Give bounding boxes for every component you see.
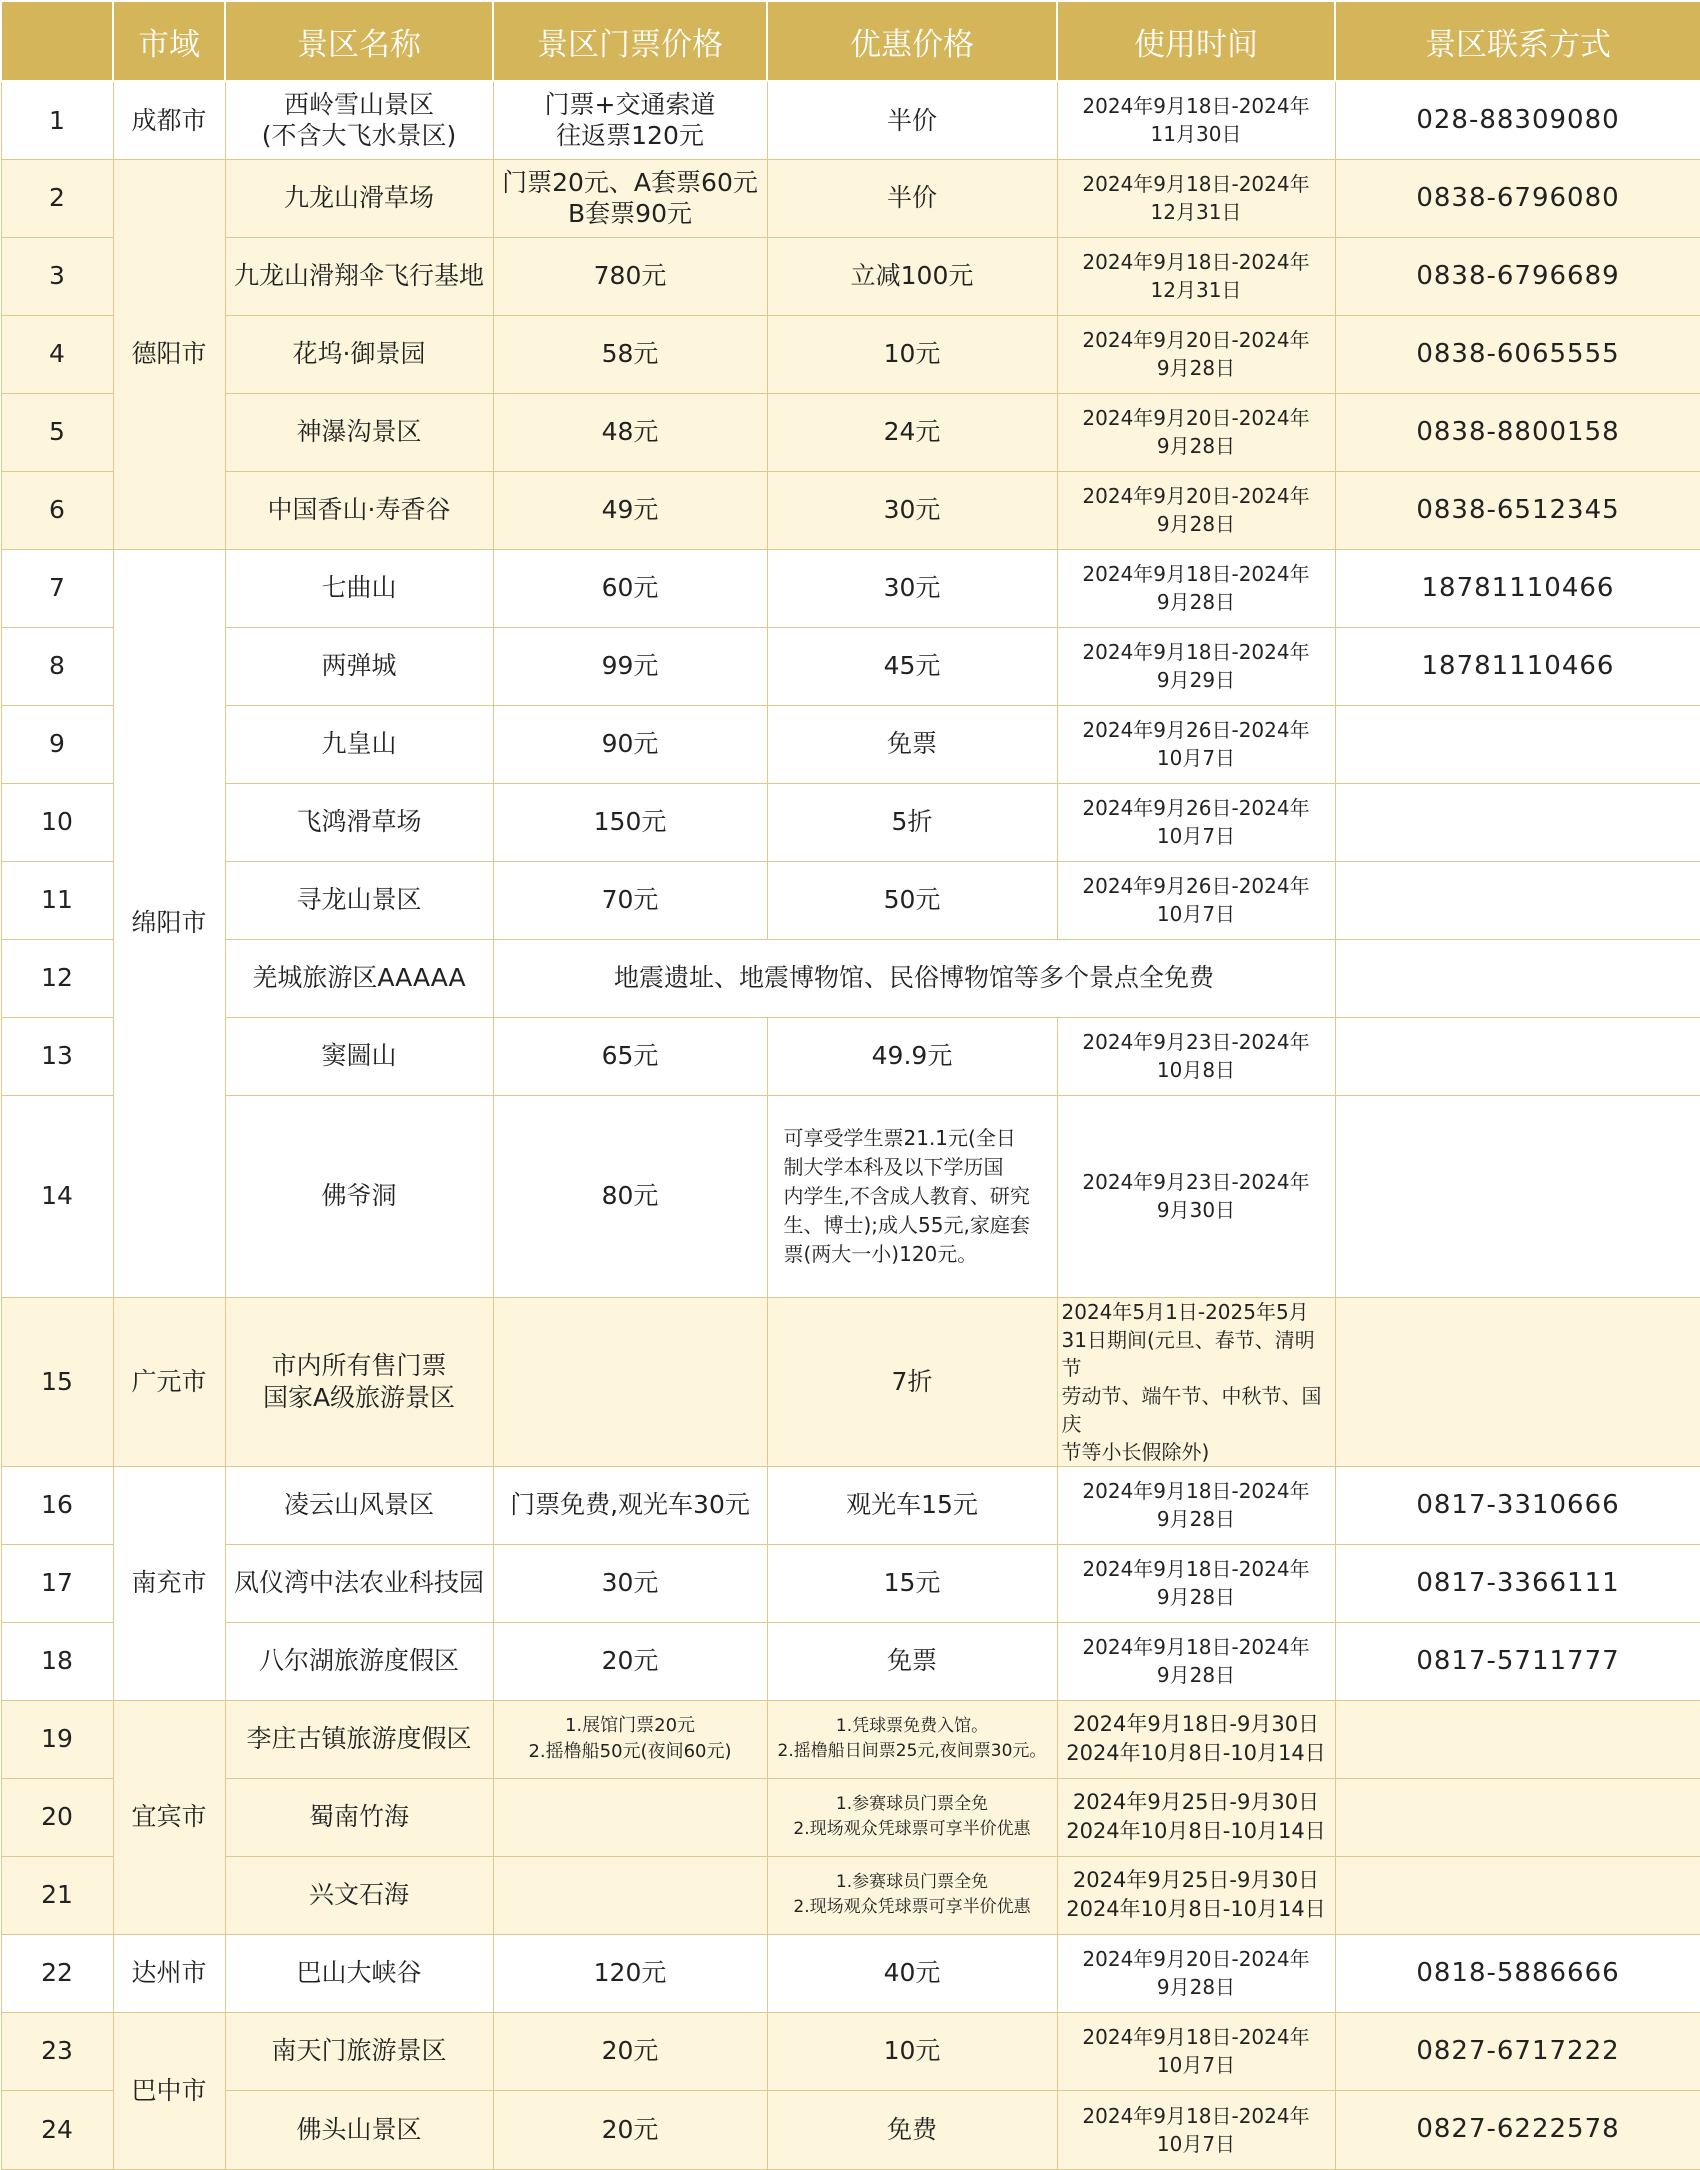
row-number: 15 [1,1297,113,1466]
scenic-name: 凤仪湾中法农业科技园 [225,1544,493,1622]
row-number: 4 [1,315,113,393]
city-cell: 南充市 [113,1466,225,1700]
scenic-name: 李庄古镇旅游度假区 [225,1700,493,1778]
row-number: 18 [1,1622,113,1700]
ticket-price: 20元 [493,2090,767,2169]
header-price: 景区门票价格 [493,1,767,81]
scenic-name: 九皇山 [225,705,493,783]
valid-time: 2024年9月18日-2024年 10月7日 [1057,2090,1335,2169]
contact-phone [1335,1095,1700,1297]
valid-time: 2024年9月18日-2024年 9月29日 [1057,627,1335,705]
row-number: 24 [1,2090,113,2169]
valid-time: 2024年5月1日-2025年5月 31日期间(元旦、春节、清明节 劳动节、端午节、中秋节、国庆 节等小长假除外) [1057,1297,1335,1466]
row-number: 17 [1,1544,113,1622]
contact-phone [1335,861,1700,939]
scenic-name: 九龙山滑草场 [225,159,493,237]
ticket-price: 65元 [493,1017,767,1095]
table-row [1,783,1700,861]
discount-price: 30元 [767,471,1057,549]
header-contact: 景区联系方式 [1335,1,1700,81]
city-cell: 巴中市 [113,2012,225,2169]
merged-benefit-cell: 地震遗址、地震博物馆、民俗博物馆等多个景点全免费 [493,939,1335,1017]
discount-price: 24元 [767,393,1057,471]
table-row [1,2012,1700,2090]
row-number: 10 [1,783,113,861]
scenic-name: 佛爷洞 [225,1095,493,1297]
discount-price: 10元 [767,2012,1057,2090]
contact-phone [1335,939,1700,1017]
scenic-name: 神瀑沟景区 [225,393,493,471]
ticket-price: 58元 [493,315,767,393]
valid-time: 2024年9月18日-2024年 9月28日 [1057,1544,1335,1622]
ticket-price: 80元 [493,1095,767,1297]
valid-time: 2024年9月18日-2024年 9月28日 [1057,1622,1335,1700]
valid-time: 2024年9月18日-2024年 12月31日 [1057,159,1335,237]
discount-price: 5折 [767,783,1057,861]
table-row [1,1934,1700,2012]
row-number: 3 [1,237,113,315]
discount-price: 观光车15元 [767,1466,1057,1544]
discount-price: 免票 [767,1622,1057,1700]
table-row [1,159,1700,237]
contact-phone: 0838-8800158 [1335,393,1700,471]
table-row [1,1466,1700,1544]
contact-phone: 0838-6512345 [1335,471,1700,549]
table-row [1,81,1700,159]
row-number: 14 [1,1095,113,1297]
discount-price: 免费 [767,2090,1057,2169]
discount-price: 半价 [767,159,1057,237]
valid-time: 2024年9月23日-2024年 10月8日 [1057,1017,1335,1095]
scenic-name: 南天门旅游景区 [225,2012,493,2090]
discount-price: 1.参赛球员门票全免 2.现场观众凭球票可享半价优惠 [767,1856,1057,1934]
contact-phone: 18781110466 [1335,549,1700,627]
valid-time: 2024年9月26日-2024年 10月7日 [1057,705,1335,783]
contact-phone: 0827-6222578 [1335,2090,1700,2169]
table-row [1,1778,1700,1856]
table-row [1,549,1700,627]
contact-phone [1335,1856,1700,1934]
scenic-name: 花坞·御景园 [225,315,493,393]
discount-price: 30元 [767,549,1057,627]
ticket-price: 120元 [493,1934,767,2012]
table-row [1,861,1700,939]
scenic-name: 窦圌山 [225,1017,493,1095]
table-row [1,1297,1700,1466]
table-row [1,705,1700,783]
discount-price: 可享受学生票21.1元(全日 制大学本科及以下学历国 内学生,不含成人教育、研究 生、博士);成人55元,家庭套 票(两大一小)120元。 [767,1095,1057,1297]
valid-time: 2024年9月20日-2024年 9月28日 [1057,315,1335,393]
contact-phone: 0817-5711777 [1335,1622,1700,1700]
contact-phone [1335,783,1700,861]
table-row [1,1095,1700,1297]
discount-price: 50元 [767,861,1057,939]
city-cell: 宜宾市 [113,1700,225,1934]
row-number: 7 [1,549,113,627]
discount-price: 45元 [767,627,1057,705]
contact-phone: 0827-6717222 [1335,2012,1700,2090]
row-number: 12 [1,939,113,1017]
valid-time: 2024年9月20日-2024年 9月28日 [1057,393,1335,471]
discount-price: 立减100元 [767,237,1057,315]
contact-phone [1335,1017,1700,1095]
ticket-price: 99元 [493,627,767,705]
discount-price: 1.凭球票免费入馆。 2.摇橹船日间票25元,夜间票30元。 [767,1700,1057,1778]
scenic-name: 羌城旅游区AAAAA [225,939,493,1017]
city-cell: 广元市 [113,1297,225,1466]
table-row [1,627,1700,705]
table-row [1,1544,1700,1622]
row-number: 16 [1,1466,113,1544]
scenic-name: 八尔湖旅游度假区 [225,1622,493,1700]
valid-time: 2024年9月18日-2024年 9月28日 [1057,549,1335,627]
valid-time: 2024年9月25日-9月30日 2024年10月8日-10月14日 [1057,1856,1335,1934]
valid-time: 2024年9月26日-2024年 10月7日 [1057,783,1335,861]
row-number: 19 [1,1700,113,1778]
ticket-price: 30元 [493,1544,767,1622]
contact-phone [1335,1700,1700,1778]
scenic-name: 飞鸿滑草场 [225,783,493,861]
city-cell: 达州市 [113,1934,225,2012]
scenic-name: 蜀南竹海 [225,1778,493,1856]
row-number: 1 [1,81,113,159]
ticket-price: 90元 [493,705,767,783]
scenic-name: 兴文石海 [225,1856,493,1934]
row-number: 9 [1,705,113,783]
contact-phone [1335,705,1700,783]
contact-phone: 18781110466 [1335,627,1700,705]
scenic-name: 七曲山 [225,549,493,627]
table-row [1,393,1700,471]
row-number: 21 [1,1856,113,1934]
row-number: 22 [1,1934,113,2012]
header-index [1,1,113,81]
table-row [1,1017,1700,1095]
table-row [1,1700,1700,1778]
contact-phone: 0817-3310666 [1335,1466,1700,1544]
valid-time: 2024年9月20日-2024年 9月28日 [1057,1934,1335,2012]
valid-time: 2024年9月18日-2024年 9月28日 [1057,1466,1335,1544]
scenic-name: 巴山大峡谷 [225,1934,493,2012]
ticket-price: 门票20元、A套票60元 B套票90元 [493,159,767,237]
city-cell: 成都市 [113,81,225,159]
valid-time: 2024年9月20日-2024年 9月28日 [1057,471,1335,549]
scenic-name: 佛头山景区 [225,2090,493,2169]
contact-phone [1335,1778,1700,1856]
row-number: 5 [1,393,113,471]
row-number: 23 [1,2012,113,2090]
valid-time: 2024年9月18日-9月30日 2024年10月8日-10月14日 [1057,1700,1335,1778]
table-row [1,1856,1700,1934]
table-row [1,471,1700,549]
scenic-name: 寻龙山景区 [225,861,493,939]
table-row [1,2090,1700,2169]
table-row [1,1622,1700,1700]
scenic-name: 中国香山·寿香谷 [225,471,493,549]
scenic-name: 市内所有售门票 国家A级旅游景区 [225,1297,493,1466]
contact-phone [1335,1297,1700,1466]
discount-price: 10元 [767,315,1057,393]
ticket-price [493,1297,767,1466]
header-city: 市域 [113,1,225,81]
ticket-price: 48元 [493,393,767,471]
header-time: 使用时间 [1057,1,1335,81]
discount-price: 半价 [767,81,1057,159]
row-number: 2 [1,159,113,237]
table-row [1,939,1700,1017]
ticket-price: 60元 [493,549,767,627]
ticket-price [493,1778,767,1856]
ticket-price: 20元 [493,1622,767,1700]
discount-price: 40元 [767,1934,1057,2012]
ticket-price: 49元 [493,471,767,549]
row-number: 20 [1,1778,113,1856]
header-row [1,1,1700,81]
contact-phone: 0838-6065555 [1335,315,1700,393]
row-number: 6 [1,471,113,549]
ticket-price: 门票+交通索道 往返票120元 [493,81,767,159]
ticket-price [493,1856,767,1934]
discount-price: 49.9元 [767,1017,1057,1095]
discount-price: 7折 [767,1297,1057,1466]
row-number: 8 [1,627,113,705]
valid-time: 2024年9月18日-2024年 11月30日 [1057,81,1335,159]
contact-phone: 0817-3366111 [1335,1544,1700,1622]
ticket-price: 780元 [493,237,767,315]
ticket-price: 门票免费,观光车30元 [493,1466,767,1544]
discount-price: 15元 [767,1544,1057,1622]
scenic-name: 九龙山滑翔伞飞行基地 [225,237,493,315]
ticket-price: 70元 [493,861,767,939]
valid-time: 2024年9月26日-2024年 10月7日 [1057,861,1335,939]
row-number: 13 [1,1017,113,1095]
contact-phone: 028-88309080 [1335,81,1700,159]
contact-phone: 0838-6796689 [1335,237,1700,315]
header-name: 景区名称 [225,1,493,81]
scenic-name: 凌云山风景区 [225,1466,493,1544]
row-number: 11 [1,861,113,939]
ticket-price: 20元 [493,2012,767,2090]
contact-phone: 0818-5886666 [1335,1934,1700,2012]
header-discount: 优惠价格 [767,1,1057,81]
valid-time: 2024年9月18日-2024年 12月31日 [1057,237,1335,315]
ticket-price: 1.展馆门票20元 2.摇橹船50元(夜间60元) [493,1700,767,1778]
city-cell: 绵阳市 [113,549,225,1297]
discount-price: 1.参赛球员门票全免 2.现场观众凭球票可享半价优惠 [767,1778,1057,1856]
contact-phone: 0838-6796080 [1335,159,1700,237]
table-row [1,237,1700,315]
ticket-price: 150元 [493,783,767,861]
city-cell: 德阳市 [113,159,225,549]
valid-time: 2024年9月25日-9月30日 2024年10月8日-10月14日 [1057,1778,1335,1856]
table-row [1,315,1700,393]
scenic-name: 两弹城 [225,627,493,705]
discount-price: 免票 [767,705,1057,783]
valid-time: 2024年9月23日-2024年 9月30日 [1057,1095,1335,1297]
scenic-name: 西岭雪山景区 (不含大飞水景区) [225,81,493,159]
valid-time: 2024年9月18日-2024年 10月7日 [1057,2012,1335,2090]
